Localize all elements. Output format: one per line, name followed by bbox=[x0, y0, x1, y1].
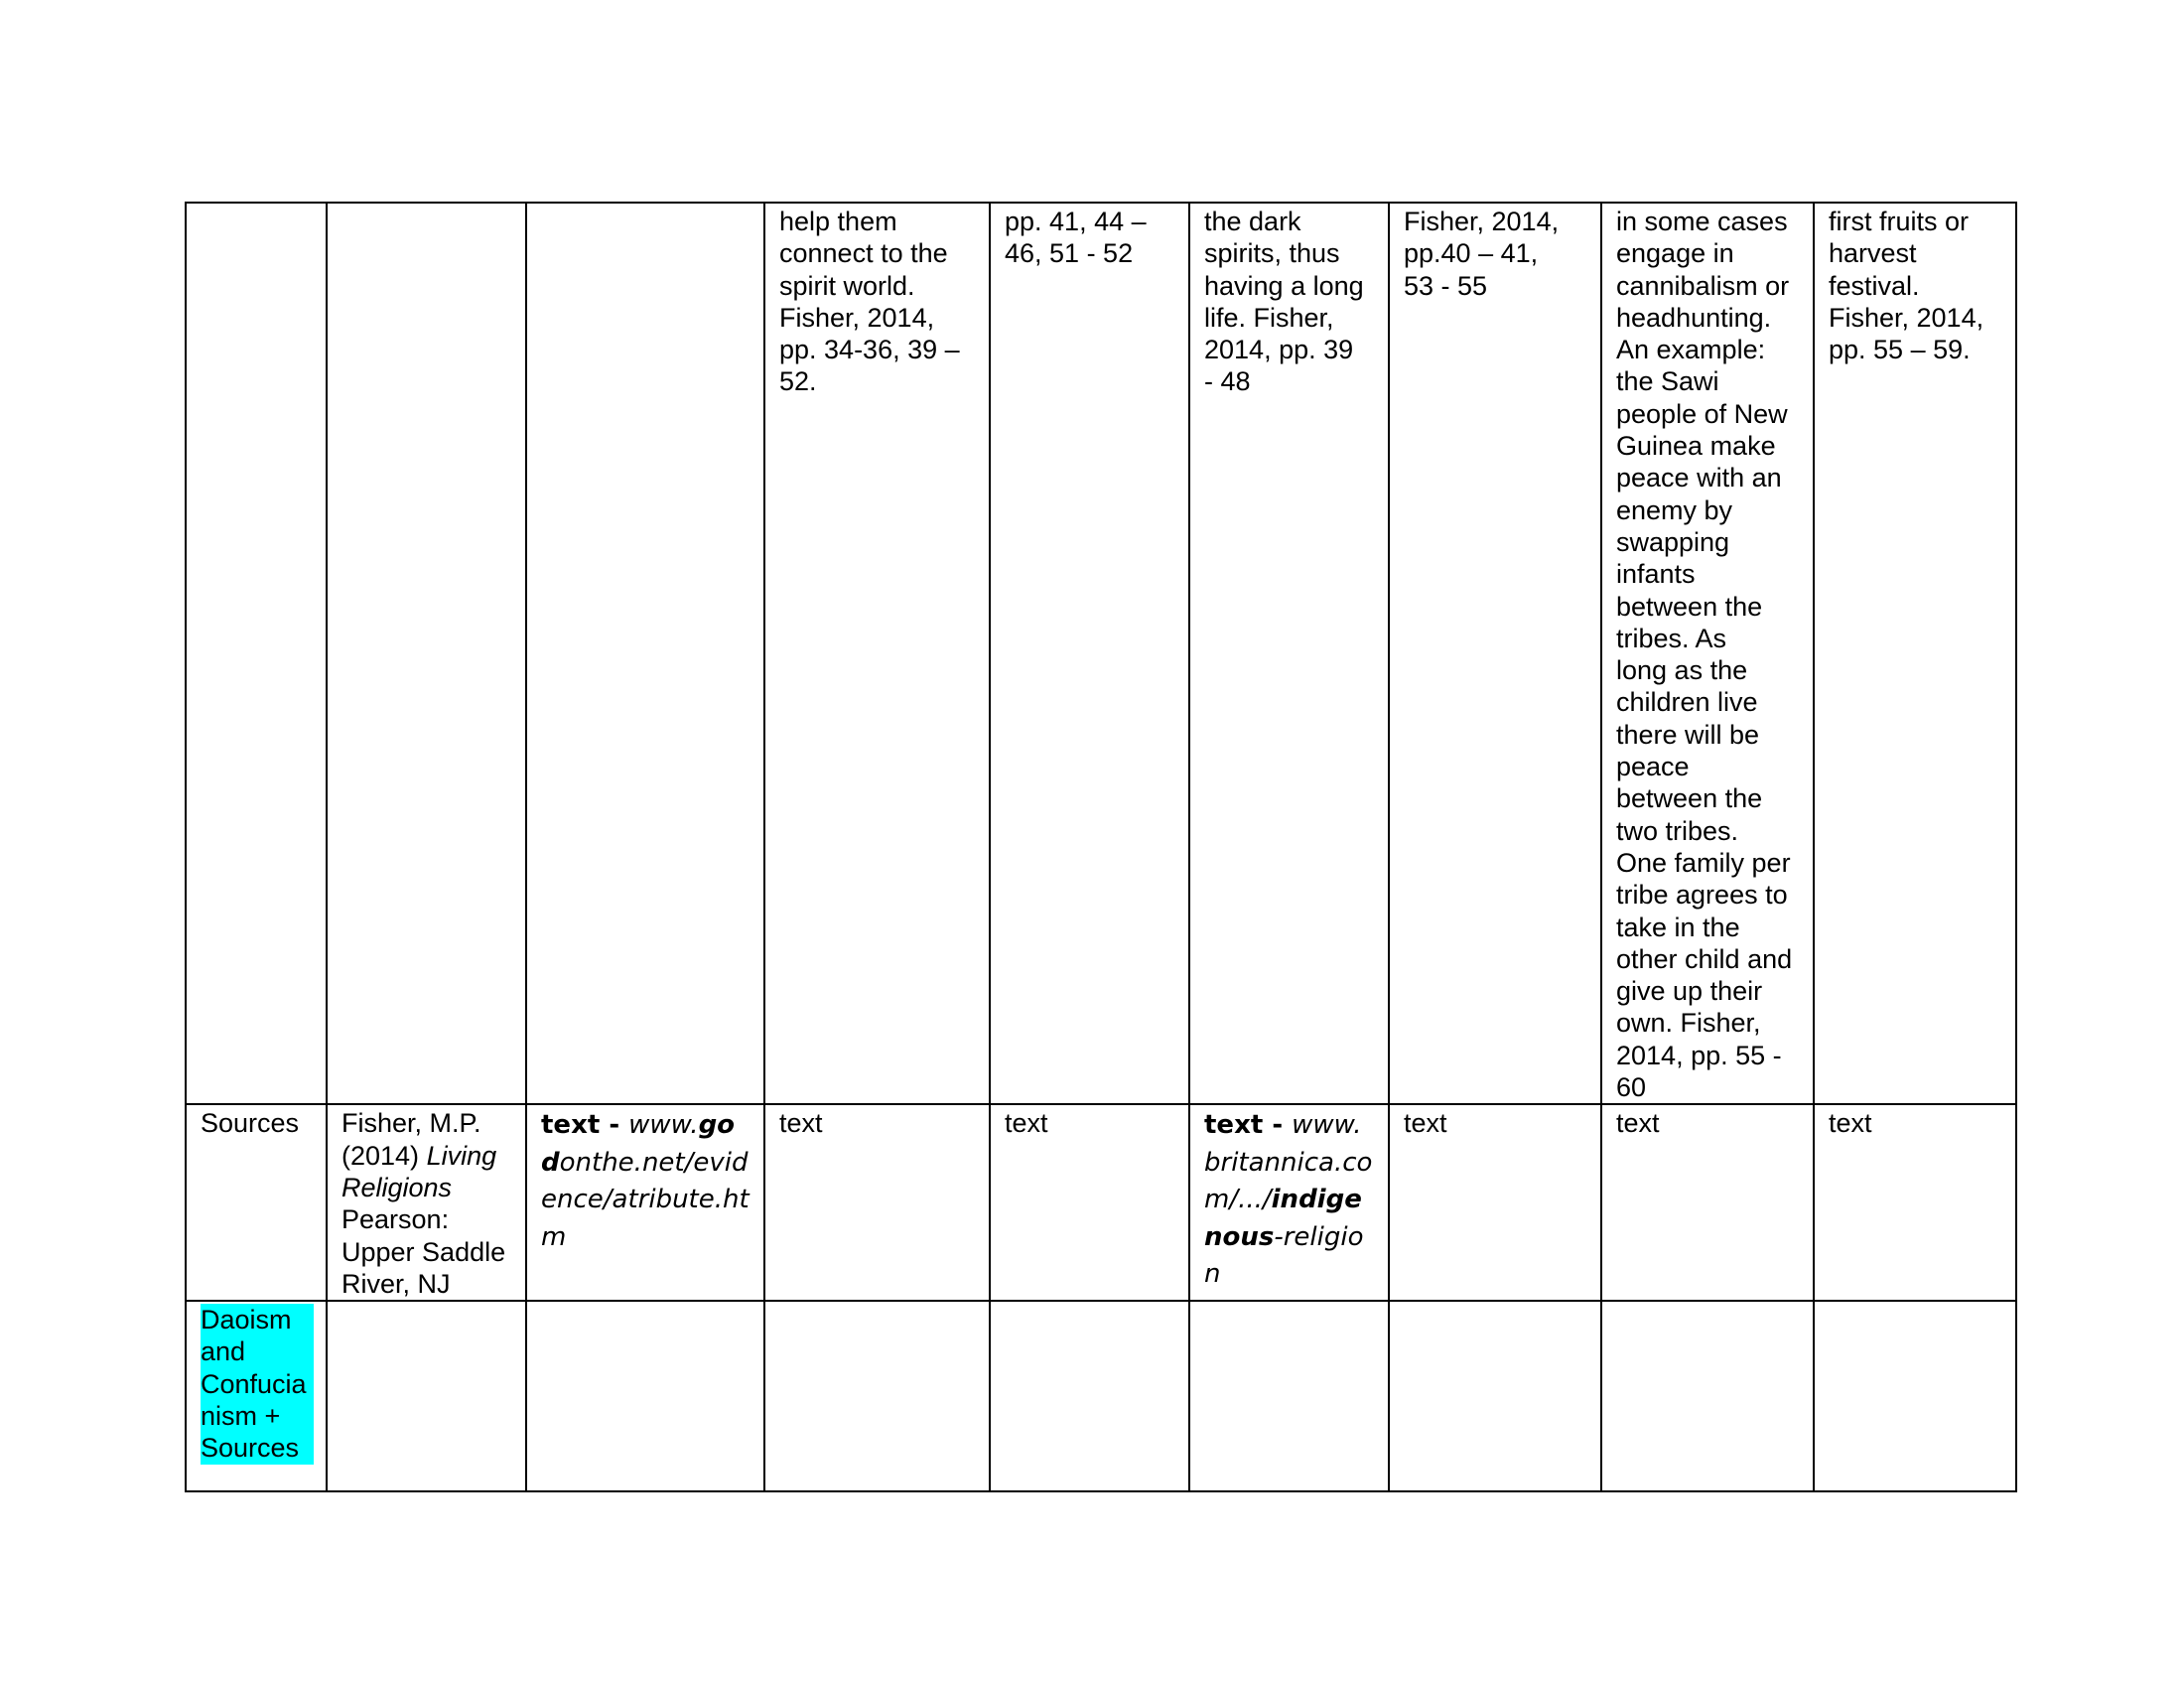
cell-text: help them connect to the spirit world. Fisher, 2014, pp. 34-36, 39 – 52. bbox=[779, 207, 960, 397]
table-cell bbox=[186, 203, 327, 1104]
cell-text: pp. 41, 44 – 46, 51 - 52 bbox=[1005, 207, 1147, 269]
table-cell bbox=[327, 1301, 526, 1491]
table-cell bbox=[1814, 1104, 2016, 1301]
row-label-daoism: Daoism and Confucia nism + Sources bbox=[201, 1304, 314, 1464]
table-cell bbox=[1389, 1104, 1601, 1301]
cell-text: first fruits or harvest festival. Fisher, 2014, pp. 55 – 59. bbox=[1829, 207, 1984, 365]
table-cell bbox=[1189, 1104, 1389, 1301]
source-link[interactable]: text - www.britannica.com/.../indigenous-religion bbox=[1204, 1110, 1373, 1290]
table-cell bbox=[526, 1104, 764, 1301]
comparison-table bbox=[185, 202, 2017, 1492]
table-row bbox=[186, 203, 2016, 1104]
table-cell bbox=[990, 1104, 1189, 1301]
table-row bbox=[186, 1301, 2016, 1491]
cell-text: text bbox=[1404, 1108, 1447, 1139]
table-cell bbox=[186, 1301, 327, 1491]
table-cell bbox=[327, 203, 526, 1104]
cell-text: text bbox=[1005, 1108, 1048, 1139]
cell-text: in some cases engage in cannibalism or headhunting. An example: the Sawi people of New Guinea make peace with an enemy by swapping infants between the tribes. As long as the children live there will be peace between the two tribes. One family per tribe agrees to take in the other child and give up their own. Fisher, 2014, pp. 55 - 60 bbox=[1616, 207, 1793, 1103]
table-cell bbox=[1389, 1301, 1601, 1491]
table-cell bbox=[1189, 1301, 1389, 1491]
cell-text: text bbox=[1829, 1108, 1872, 1139]
cell-text: Fisher, 2014, pp.40 – 41, 53 - 55 bbox=[1404, 207, 1560, 301]
table-cell bbox=[764, 1104, 990, 1301]
citation: Fisher, M.P. (2014) Living Religions Pearson: Upper Saddle River, NJ bbox=[341, 1108, 506, 1299]
table-cell bbox=[990, 203, 1189, 1104]
source-link[interactable]: text - www.godonthe.net/evidence/atribute.htm bbox=[541, 1110, 750, 1252]
cell-text: the dark spirits, thus having a long life. Fisher, 2014, pp. 39 - 48 bbox=[1204, 207, 1364, 397]
table-cell bbox=[1601, 1301, 1814, 1491]
cell-text: text bbox=[779, 1108, 823, 1139]
cell-text: text bbox=[1616, 1108, 1660, 1139]
table-cell bbox=[1601, 1104, 1814, 1301]
table-cell bbox=[1814, 1301, 2016, 1491]
table-cell bbox=[1601, 203, 1814, 1104]
table-cell bbox=[526, 1301, 764, 1491]
table-cell bbox=[1189, 203, 1389, 1104]
table-cell bbox=[526, 203, 764, 1104]
table-cell bbox=[764, 203, 990, 1104]
table-cell bbox=[327, 1104, 526, 1301]
table-cell bbox=[1389, 203, 1601, 1104]
table-cell bbox=[990, 1301, 1189, 1491]
table-cell bbox=[1814, 203, 2016, 1104]
row-label-sources: Sources bbox=[201, 1108, 300, 1139]
table-cell bbox=[764, 1301, 990, 1491]
table-cell bbox=[186, 1104, 327, 1301]
table-row bbox=[186, 1104, 2016, 1301]
